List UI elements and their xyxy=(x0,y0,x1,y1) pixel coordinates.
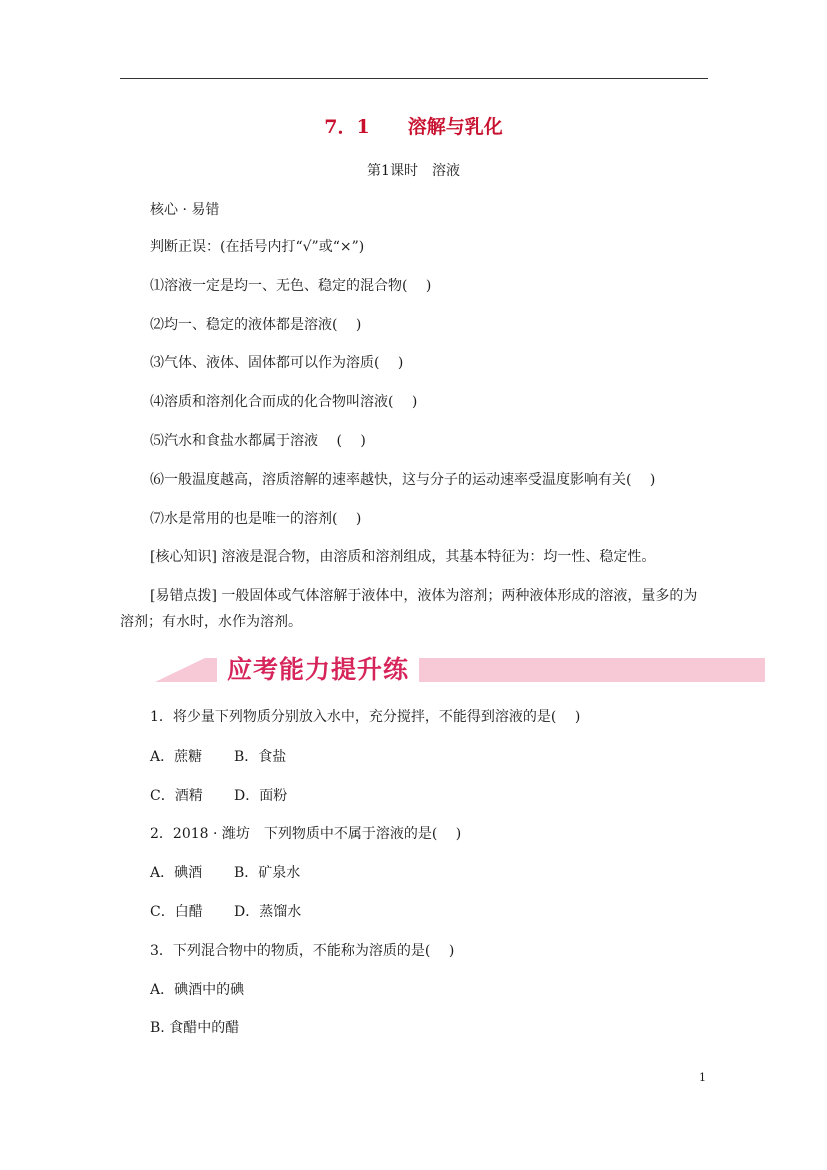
option-a: A．碘酒 xyxy=(150,865,203,881)
judge-item-6: ⑹一般温度越高，溶质溶解的速率越快，这与分子的运动速率受温度影响有关( ) xyxy=(150,472,656,488)
judge-item-2: ⑵均一、稳定的液体都是溶液( ) xyxy=(150,317,362,333)
question-1-stem: 1．将少量下列物质分别放入水中，充分搅拌，不能得到溶液的是( ) xyxy=(150,709,581,725)
question-2-options-row-1 xyxy=(150,863,300,883)
judge-item-7: ⑺水是常用的也是唯一的溶剂( ) xyxy=(150,511,362,527)
question-3-option-b: B. 食醋中的醋 xyxy=(150,1020,240,1036)
header-rule xyxy=(120,78,708,79)
page-number: 1 xyxy=(699,1071,706,1084)
core-knowledge: [核心知识] 溶液是混合物，由溶质和溶剂组成，其基本特征为：均一性、稳定性。 xyxy=(150,549,656,565)
question-2-options-row-2 xyxy=(150,902,301,922)
judge-item-3: ⑶气体、液体、固体都可以作为溶质( ) xyxy=(150,355,404,371)
option-b: B．矿泉水 xyxy=(234,865,301,881)
judge-item-5: ⑸汽水和食盐水都属于溶液 ( ) xyxy=(150,433,366,449)
option-d: D．面粉 xyxy=(234,788,288,804)
option-d: D．蒸馏水 xyxy=(234,904,302,920)
error-tips: [易错点拨] 一般固体或气体溶解于液体中，液体为溶剂；两种液体形成的溶液，量多的为溶剂；有水时，水作为溶剂。 xyxy=(120,588,698,630)
judge-item-1: ⑴溶液一定是均一、无色、稳定的混合物( ) xyxy=(150,278,432,294)
practice-banner xyxy=(155,655,765,685)
section-title: 溶解与乳化 xyxy=(407,116,503,138)
option-c: C．白醋 xyxy=(150,904,203,920)
banner-label: 应考能力提升练 xyxy=(217,651,419,689)
core-instruction: 判断正误：(在括号内打“√”或“×”) xyxy=(150,239,365,255)
question-1-options-row-1 xyxy=(150,747,286,767)
page-title xyxy=(0,112,827,139)
question-3-stem: 3．下列混合物中的物质，不能称为溶质的是( ) xyxy=(150,943,455,959)
lesson-number: 第1课时 xyxy=(367,163,418,179)
question-2-stem: 2．2018 · 潍坊 下列物质中不属于溶液的是( ) xyxy=(150,826,462,842)
core-heading: 核心 · 易错 xyxy=(150,202,220,218)
option-c: C．酒精 xyxy=(150,788,203,804)
option-b: B．食盐 xyxy=(234,749,287,765)
banner-notch xyxy=(155,658,205,682)
question-3-option-a: A．碘酒中的碘 xyxy=(150,982,245,998)
question-1-options-row-2 xyxy=(150,786,287,806)
judge-item-4: ⑷溶质和溶剂化合而成的化合物叫溶液( ) xyxy=(150,394,418,410)
section-number: 7．1 xyxy=(324,116,370,138)
option-a: A．蔗糖 xyxy=(150,749,203,765)
lesson-title: 溶液 xyxy=(431,163,460,179)
lesson-subtitle xyxy=(0,160,827,180)
